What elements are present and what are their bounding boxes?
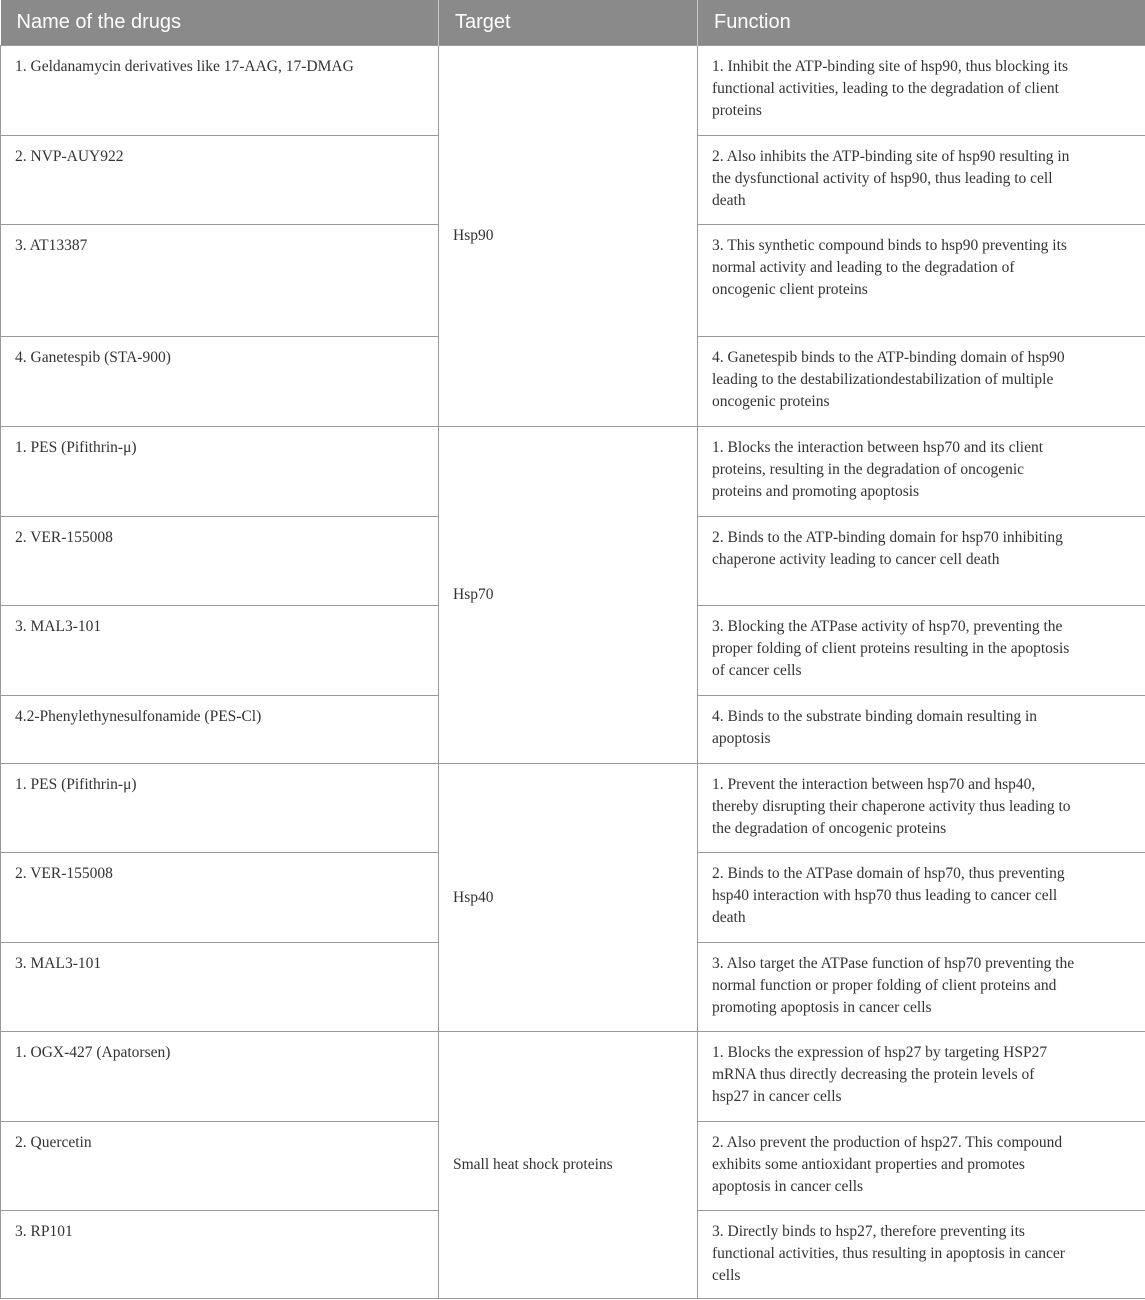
drug-cell: 4. Ganetespib (STA-900)	[1, 337, 439, 427]
drug-cell: 3. RP101	[1, 1211, 439, 1299]
drug-cell: 1. PES (Pifithrin-μ)	[1, 427, 439, 517]
function-cell: 2. Binds to the ATPase domain of hsp70, thus preventing hsp40 interaction with hsp70 thus leading to cancer cell death	[698, 853, 1145, 943]
drug-cell: 4.2-Phenylethynesulfonamide (PES-Cl)	[1, 696, 439, 764]
header-drug: Name of the drugs	[1, 0, 439, 46]
function-cell: 3. Also target the ATPase function of hsp70 preventing the normal function or proper folding of client proteins and promoting apoptosis in cancer cells	[698, 943, 1145, 1032]
header-target: Target	[439, 0, 698, 46]
function-cell: 3. This synthetic compound binds to hsp90 preventing its normal activity and leading to the degradation of oncogenic client proteins	[698, 225, 1145, 337]
function-cell: 2. Also prevent the production of hsp27. This compound exhibits some antioxidant properties and promotes apoptosis in cancer cells	[698, 1122, 1145, 1211]
target-cell: Hsp70	[439, 427, 698, 764]
drug-cell: 2. NVP-AUY922	[1, 136, 439, 225]
drug-cell: 2. Quercetin	[1, 1122, 439, 1211]
function-cell: 1. Blocks the interaction between hsp70 and its client proteins, resulting in the degradation of oncogenic proteins and promoting apoptosis	[698, 427, 1145, 517]
drug-cell: 1. Geldanamycin derivatives like 17-AAG, 17-DMAG	[1, 46, 439, 136]
function-cell: 3. Blocking the ATPase activity of hsp70, preventing the proper folding of client proteins resulting in the apoptosis of cancer cells	[698, 606, 1145, 696]
table-row	[1, 427, 1145, 517]
drug-cell: 2. VER-155008	[1, 517, 439, 606]
table-row	[1, 1032, 1145, 1122]
drug-cell: 3. MAL3-101	[1, 943, 439, 1032]
drug-cell: 3. AT13387	[1, 225, 439, 337]
function-cell: 1. Blocks the expression of hsp27 by targeting HSP27 mRNA thus directly decreasing the protein levels of hsp27 in cancer cells	[698, 1032, 1145, 1122]
function-cell: 2. Also inhibits the ATP-binding site of hsp90 resulting in the dysfunctional activity of hsp90, thus leading to cell death	[698, 136, 1145, 225]
header-function: Function	[698, 0, 1145, 46]
function-cell: 1. Prevent the interaction between hsp70 and hsp40, thereby disrupting their chaperone activity thus leading to the degradation of oncogenic proteins	[698, 764, 1145, 853]
function-cell: 4. Ganetespib binds to the ATP-binding domain of hsp90 leading to the destabilizationdestabilization of multiple oncogenic proteins	[698, 337, 1145, 427]
table-body	[1, 46, 1145, 1299]
header-row	[1, 0, 1145, 46]
target-cell: Small heat shock proteins	[439, 1032, 698, 1299]
function-cell: 2. Binds to the ATP-binding domain for hsp70 inhibiting chaperone activity leading to cancer cell death	[698, 517, 1145, 606]
drug-cell: 3. MAL3-101	[1, 606, 439, 696]
table-row	[1, 46, 1145, 136]
function-cell: 4. Binds to the substrate binding domain resulting in apoptosis	[698, 696, 1145, 764]
drug-cell: 2. VER-155008	[1, 853, 439, 943]
function-cell: 1. Inhibit the ATP-binding site of hsp90, thus blocking its functional activities, leading to the degradation of client proteins	[698, 46, 1145, 136]
target-cell: Hsp90	[439, 46, 698, 427]
function-cell: 3. Directly binds to hsp27, therefore preventing its functional activities, thus resulting in apoptosis in cancer cells	[698, 1211, 1145, 1299]
drug-cell: 1. OGX-427 (Apatorsen)	[1, 1032, 439, 1122]
drug-cell: 1. PES (Pifithrin-μ)	[1, 764, 439, 853]
table-row	[1, 764, 1145, 853]
target-cell: Hsp40	[439, 764, 698, 1032]
